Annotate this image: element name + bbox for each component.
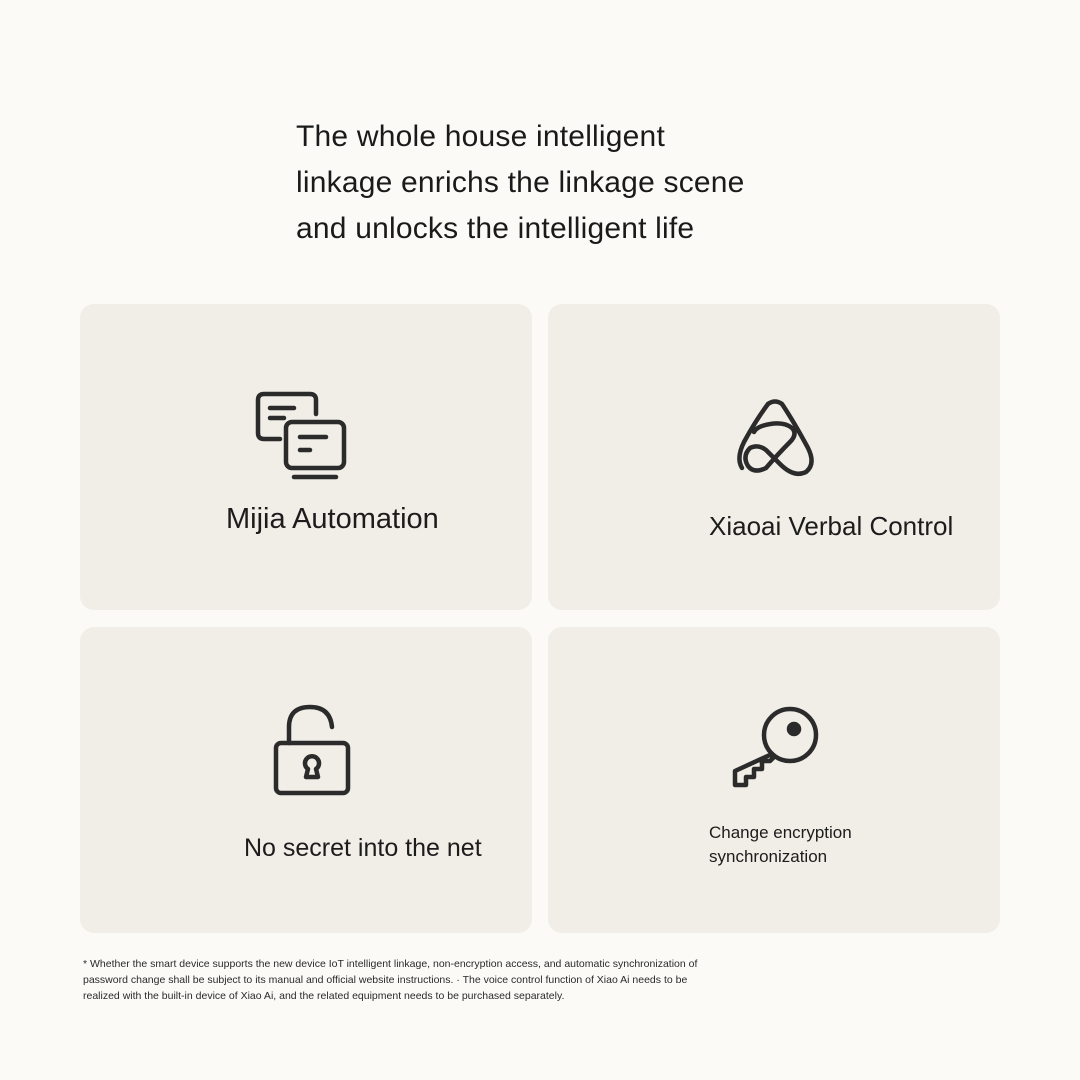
disclaimer-footnote xyxy=(83,956,783,1004)
key-icon xyxy=(730,701,822,793)
feature-card-xiaoai-verbal-control xyxy=(548,304,1000,610)
footnote-line-2: password change shall be subject to its manual and official website instructions. · The voice control function of Xiao Ai needs to be xyxy=(83,974,688,986)
card-label: Mijia Automation xyxy=(226,503,439,535)
chat-screens-icon xyxy=(254,390,350,486)
card-label-line-1: Change encryption xyxy=(709,823,852,842)
card-label-line-2: synchronization xyxy=(709,847,828,866)
card-label xyxy=(709,821,929,869)
feature-card-change-encryption-sync xyxy=(548,627,1000,933)
unlocked-padlock-icon xyxy=(272,703,352,797)
footnote-line-1: * Whether the smart device supports the new device IoT intelligent linkage, non-encryption access, and automatic synchronization of xyxy=(83,958,698,970)
xiaoai-logo-icon xyxy=(732,398,818,478)
card-label: Xiaoai Verbal Control xyxy=(709,511,954,541)
headline xyxy=(296,114,856,252)
feature-card-no-secret-into-net xyxy=(80,627,532,933)
footnote-line-3: realized with the built-in device of Xiao Ai, and the related equipment needs to be purchased separately. xyxy=(83,990,565,1002)
headline-line-1: The whole house intelligent xyxy=(296,120,665,153)
headline-line-2: linkage enrichs the linkage scene xyxy=(296,166,745,199)
feature-card-mijia-automation xyxy=(80,304,532,610)
card-label: No secret into the net xyxy=(244,834,482,862)
headline-line-3: and unlocks the intelligent life xyxy=(296,212,695,245)
